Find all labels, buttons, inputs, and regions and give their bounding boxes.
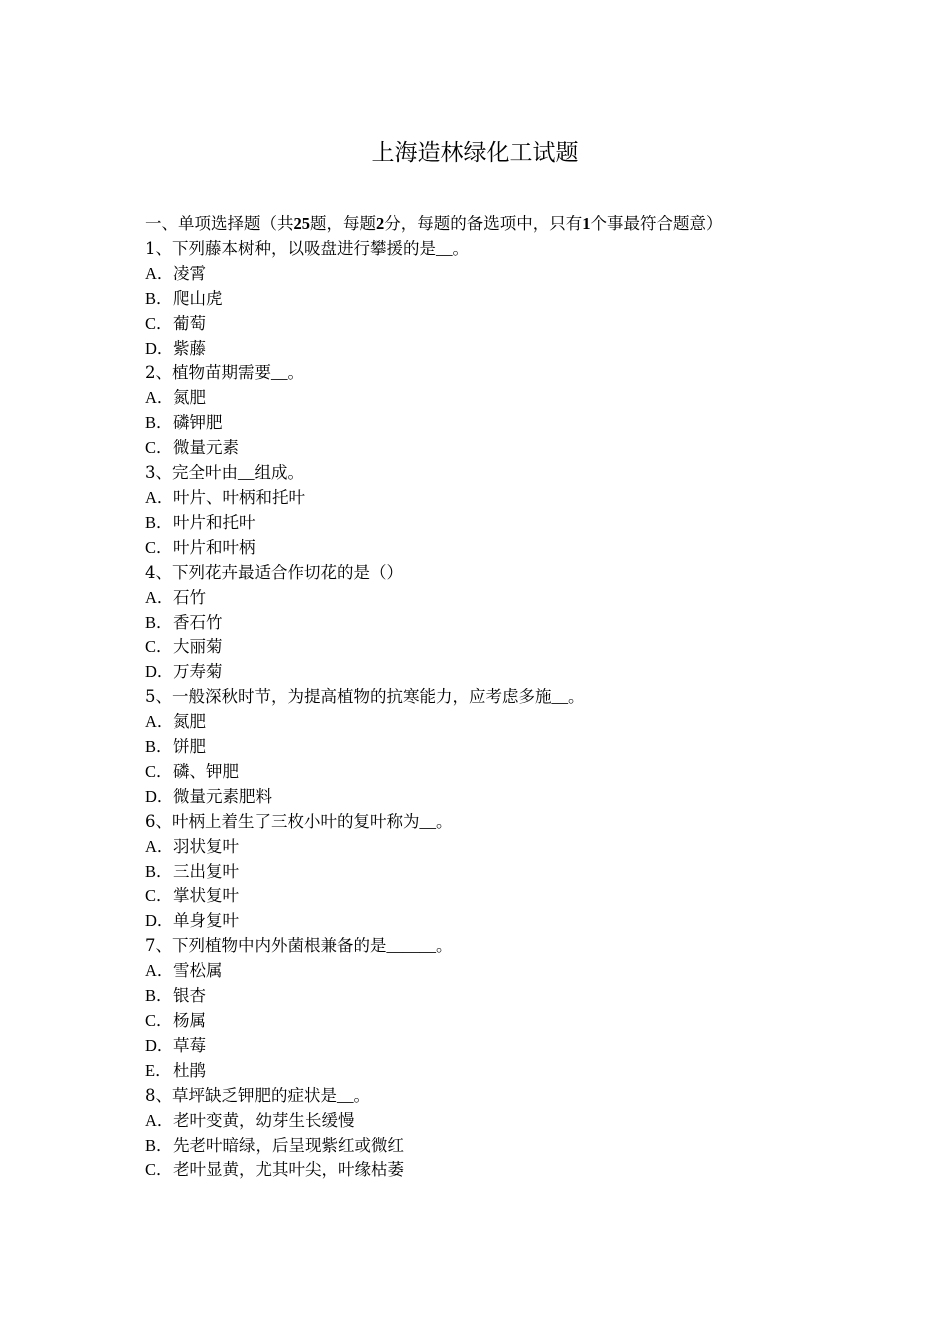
option-letter: B． [145,413,173,433]
answer-blank: __ [337,1085,354,1105]
option-text: 饼肥 [173,737,206,757]
answer-option [145,611,810,636]
option-letter: D． [145,662,174,682]
question-text-end: 。 [353,1085,370,1105]
option-text: 凌霄 [173,263,206,283]
section-header-text: 一、单项选择题（共 [145,214,294,233]
option-letter: A． [145,487,174,507]
option-letter: C． [145,313,173,333]
question-text-end: 组成。 [254,463,304,483]
option-letter: D． [145,911,174,931]
option-letter: A． [145,712,174,732]
answer-blank: __ [551,687,568,707]
option-letter: A． [145,961,174,981]
option-text: 氮肥 [173,712,206,732]
option-text: 老叶显黄，尤其叶尖，叶缘枯萎 [173,1160,404,1180]
option-text: 叶片、叶柄和托叶 [173,487,305,507]
answer-option [145,760,810,785]
question-text: 、一般深秋时节，为提高植物的抗寒能力，应考虑多施 [155,687,552,707]
points-per-question: 2 [376,214,385,233]
section-header [145,212,810,237]
option-text: 三出复叶 [173,861,239,881]
question-list [145,237,810,1183]
answer-option [145,262,810,287]
question-text-end: 。 [452,238,469,258]
question-stem [145,934,810,959]
option-letter: A． [145,587,174,607]
option-text: 杜鹃 [173,1060,206,1080]
answer-option [145,735,810,760]
answer-option [145,287,810,312]
answer-option [145,536,810,561]
answer-option [145,1134,810,1159]
option-text: 银杏 [173,986,206,1006]
answer-option [145,835,810,860]
question-stem [145,237,810,262]
question-number: 3 [145,463,156,483]
option-letter: D． [145,786,174,806]
question-text: 、植物苗期需要 [155,363,271,383]
option-letter: C． [145,537,173,557]
question-stem [145,685,810,710]
question-text: 、下列藤本树种，以吸盘进行攀援的是 [155,238,436,258]
option-text: 雪松属 [173,961,223,981]
option-text: 磷、钾肥 [173,761,239,781]
question-text: 、叶柄上着生了三枚小叶的复叶称为 [155,811,420,831]
question-text-end: 。 [287,363,304,383]
answer-option [145,586,810,611]
answer-blank: __ [238,463,255,483]
question-number: 7 [145,936,156,956]
option-text: 羽状复叶 [173,836,239,856]
option-text: 微量元素肥料 [173,786,272,806]
option-letter: B． [145,737,173,757]
answer-option [145,1158,810,1183]
document-body [145,212,810,1183]
section-header-text: 题，每题 [310,214,376,233]
question-stem [145,461,810,486]
option-letter: C． [145,1011,173,1030]
question-number: 8 [145,1085,156,1105]
option-letter: D． [145,1035,174,1055]
option-text: 大丽菊 [173,637,223,657]
answer-option [145,884,810,909]
document-title: 上海造林绿化工试题 [371,140,579,166]
option-letter: C． [145,1160,173,1180]
option-text: 杨属 [173,1011,206,1030]
question-stem [145,1084,810,1109]
answer-option [145,785,810,810]
answer-option [145,1009,810,1034]
option-text: 万寿菊 [173,662,223,682]
answer-option [145,635,810,660]
question-text: 、下列花卉最适合作切花的是（） [155,562,403,582]
answer-option [145,959,810,984]
option-text: 单身复叶 [173,911,239,931]
option-letter: B． [145,861,173,881]
option-text: 紫藤 [173,338,206,358]
section-header-text: 个事最符合题意） [590,214,723,233]
question-number: 6 [145,811,156,831]
answer-option [145,710,810,735]
correct-count: 1 [582,214,591,233]
question-stem [145,361,810,386]
option-text: 香石竹 [173,612,223,632]
question-number: 4 [145,562,156,582]
option-letter: E． [145,1060,172,1080]
answer-option [145,660,810,685]
option-letter: A． [145,388,174,408]
answer-blank: __ [271,363,288,383]
option-text: 先老叶暗绿，后呈现紫红或微红 [173,1135,404,1155]
question-text-end: 。 [436,936,453,956]
answer-option [145,337,810,362]
answer-option [145,436,810,461]
option-text: 叶片和托叶 [173,512,256,532]
answer-blank: __ [436,238,453,258]
answer-option [145,984,810,1009]
question-number: 1 [145,238,156,258]
option-text: 磷钾肥 [173,413,223,433]
option-letter: B． [145,288,173,308]
answer-option [145,860,810,885]
question-text: 、完全叶由 [155,463,238,483]
option-letter: B． [145,1135,173,1155]
answer-option [145,312,810,337]
option-text: 氮肥 [173,388,206,408]
question-number: 2 [145,363,156,383]
option-text: 微量元素 [173,438,239,458]
question-text-end: 。 [568,687,585,707]
option-letter: C． [145,886,173,906]
option-text: 草莓 [173,1035,206,1055]
question-text-end: 。 [436,811,453,831]
option-letter: D． [145,338,174,358]
answer-option [145,1034,810,1059]
question-number: 5 [145,687,156,707]
question-text: 、草坪缺乏钾肥的症状是 [155,1085,337,1105]
option-letter: A． [145,1110,174,1130]
answer-blank: ______ [386,936,436,956]
question-stem [145,561,810,586]
answer-option [145,1109,810,1134]
question-text: 、下列植物中内外菌根兼备的是 [155,936,387,956]
option-letter: B． [145,986,173,1006]
answer-option [145,411,810,436]
option-letter: C． [145,637,173,657]
answer-option [145,909,810,934]
answer-option [145,486,810,511]
section-header-text: 分，每题的备选项中，只有 [384,214,583,233]
option-letter: C． [145,438,173,458]
option-text: 石竹 [173,587,206,607]
option-text: 掌状复叶 [173,886,239,906]
option-letter: A． [145,836,174,856]
question-stem [145,810,810,835]
option-letter: C． [145,761,173,781]
option-letter: B． [145,512,173,532]
option-letter: A． [145,263,174,283]
option-text: 葡萄 [173,313,206,333]
answer-option [145,386,810,411]
answer-option [145,1059,810,1084]
question-count: 25 [293,214,310,233]
answer-blank: __ [419,811,436,831]
option-text: 叶片和叶柄 [173,537,256,557]
option-letter: B． [145,612,173,632]
option-text: 老叶变黄，幼芽生长缓慢 [173,1110,355,1130]
answer-option [145,511,810,536]
option-text: 爬山虎 [173,288,223,308]
